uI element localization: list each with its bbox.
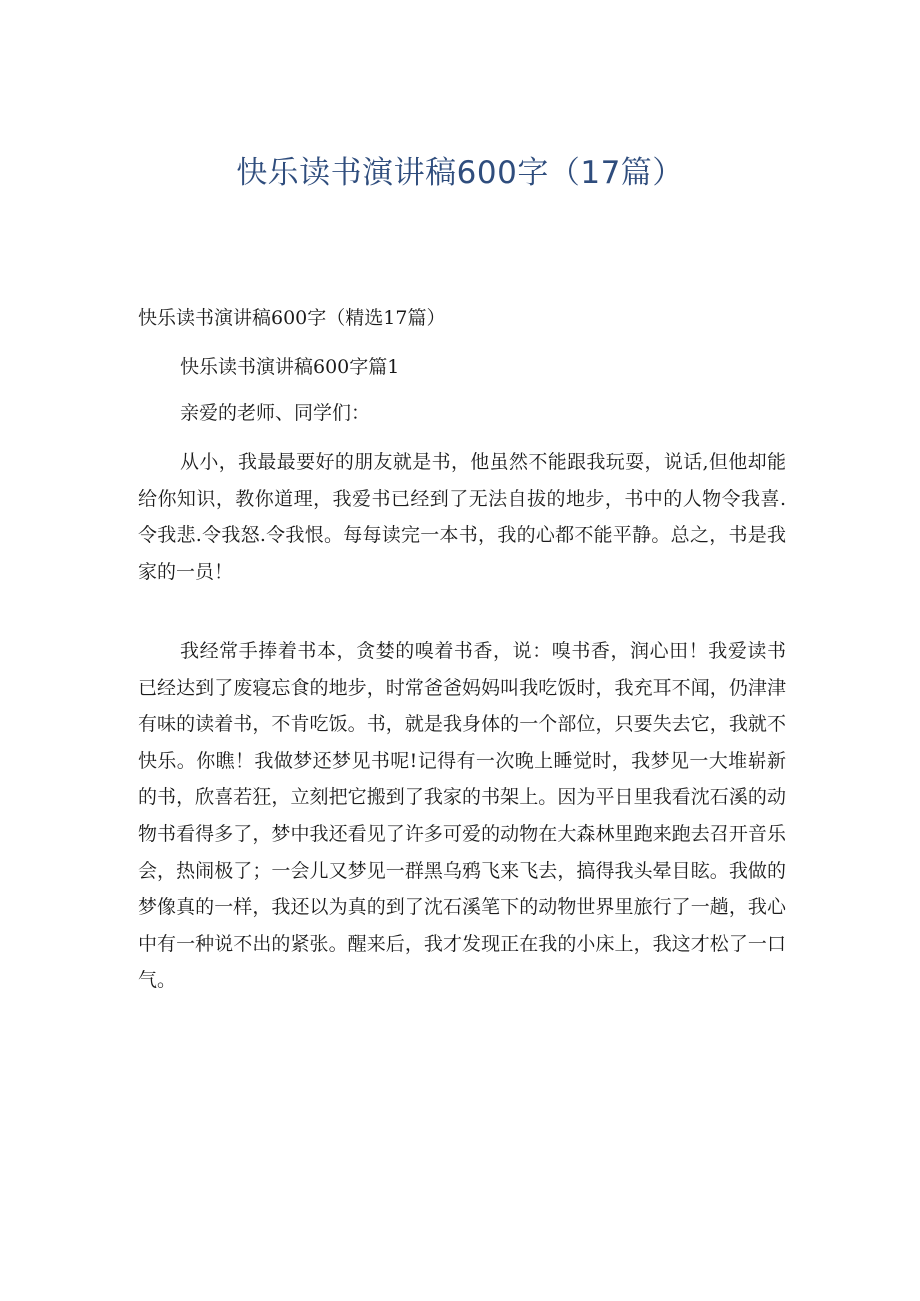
paragraph-1: 从小，我最最要好的朋友就是书，他虽然不能跟我玩耍，说话,但他却能给你知识，教你道理，我爱书已经到了无法自拔的地步，书中的人物令我喜.令我悲.令我怒.令我恨。每每读完一本书，我的心都不能平静。总之，书是我家的一员！ bbox=[138, 451, 786, 583]
greeting-line: 亲爱的老师、同学们： bbox=[180, 402, 371, 424]
section-heading: 快乐读书演讲稿600字篇1 bbox=[180, 356, 400, 378]
paragraph-2: 我经常手捧着书本，贪婪的嗅着书香，说：嗅书香，润心田！我爱读书已经达到了废寝忘食的地步，时常爸爸妈妈叫我吃饭时，我充耳不闻，仍津津有味的读着书，不肯吃饭。书，就是我身体的一个部位，只要失去它，我就不快乐。你瞧！我做梦还梦见书呢!记得有一次晚上睡觉时，我梦见一大堆崭新的书，欣喜若狂，立刻把它搬到了我家的书架上。因为平日里我看沈石溪的动物书看得多了，梦中我还看见了许多可爱的动物在大森林里跑来跑去召开音乐会，热闹极了；一会儿又梦见一群黑乌鸦飞来飞去，搞得我头晕目眩。我做的梦像真的一样，我还以为真的到了沈石溪笔下的动物世界里旅行了一趟，我心中有一种说不出的紧张。醒来后，我才发现正在我的小床上，我这才松了一口气。 bbox=[138, 640, 786, 992]
document-title: 快乐读书演讲稿600字（17篇） bbox=[236, 155, 684, 191]
document-subtitle: 快乐读书演讲稿600字（精选17篇） bbox=[138, 307, 446, 329]
